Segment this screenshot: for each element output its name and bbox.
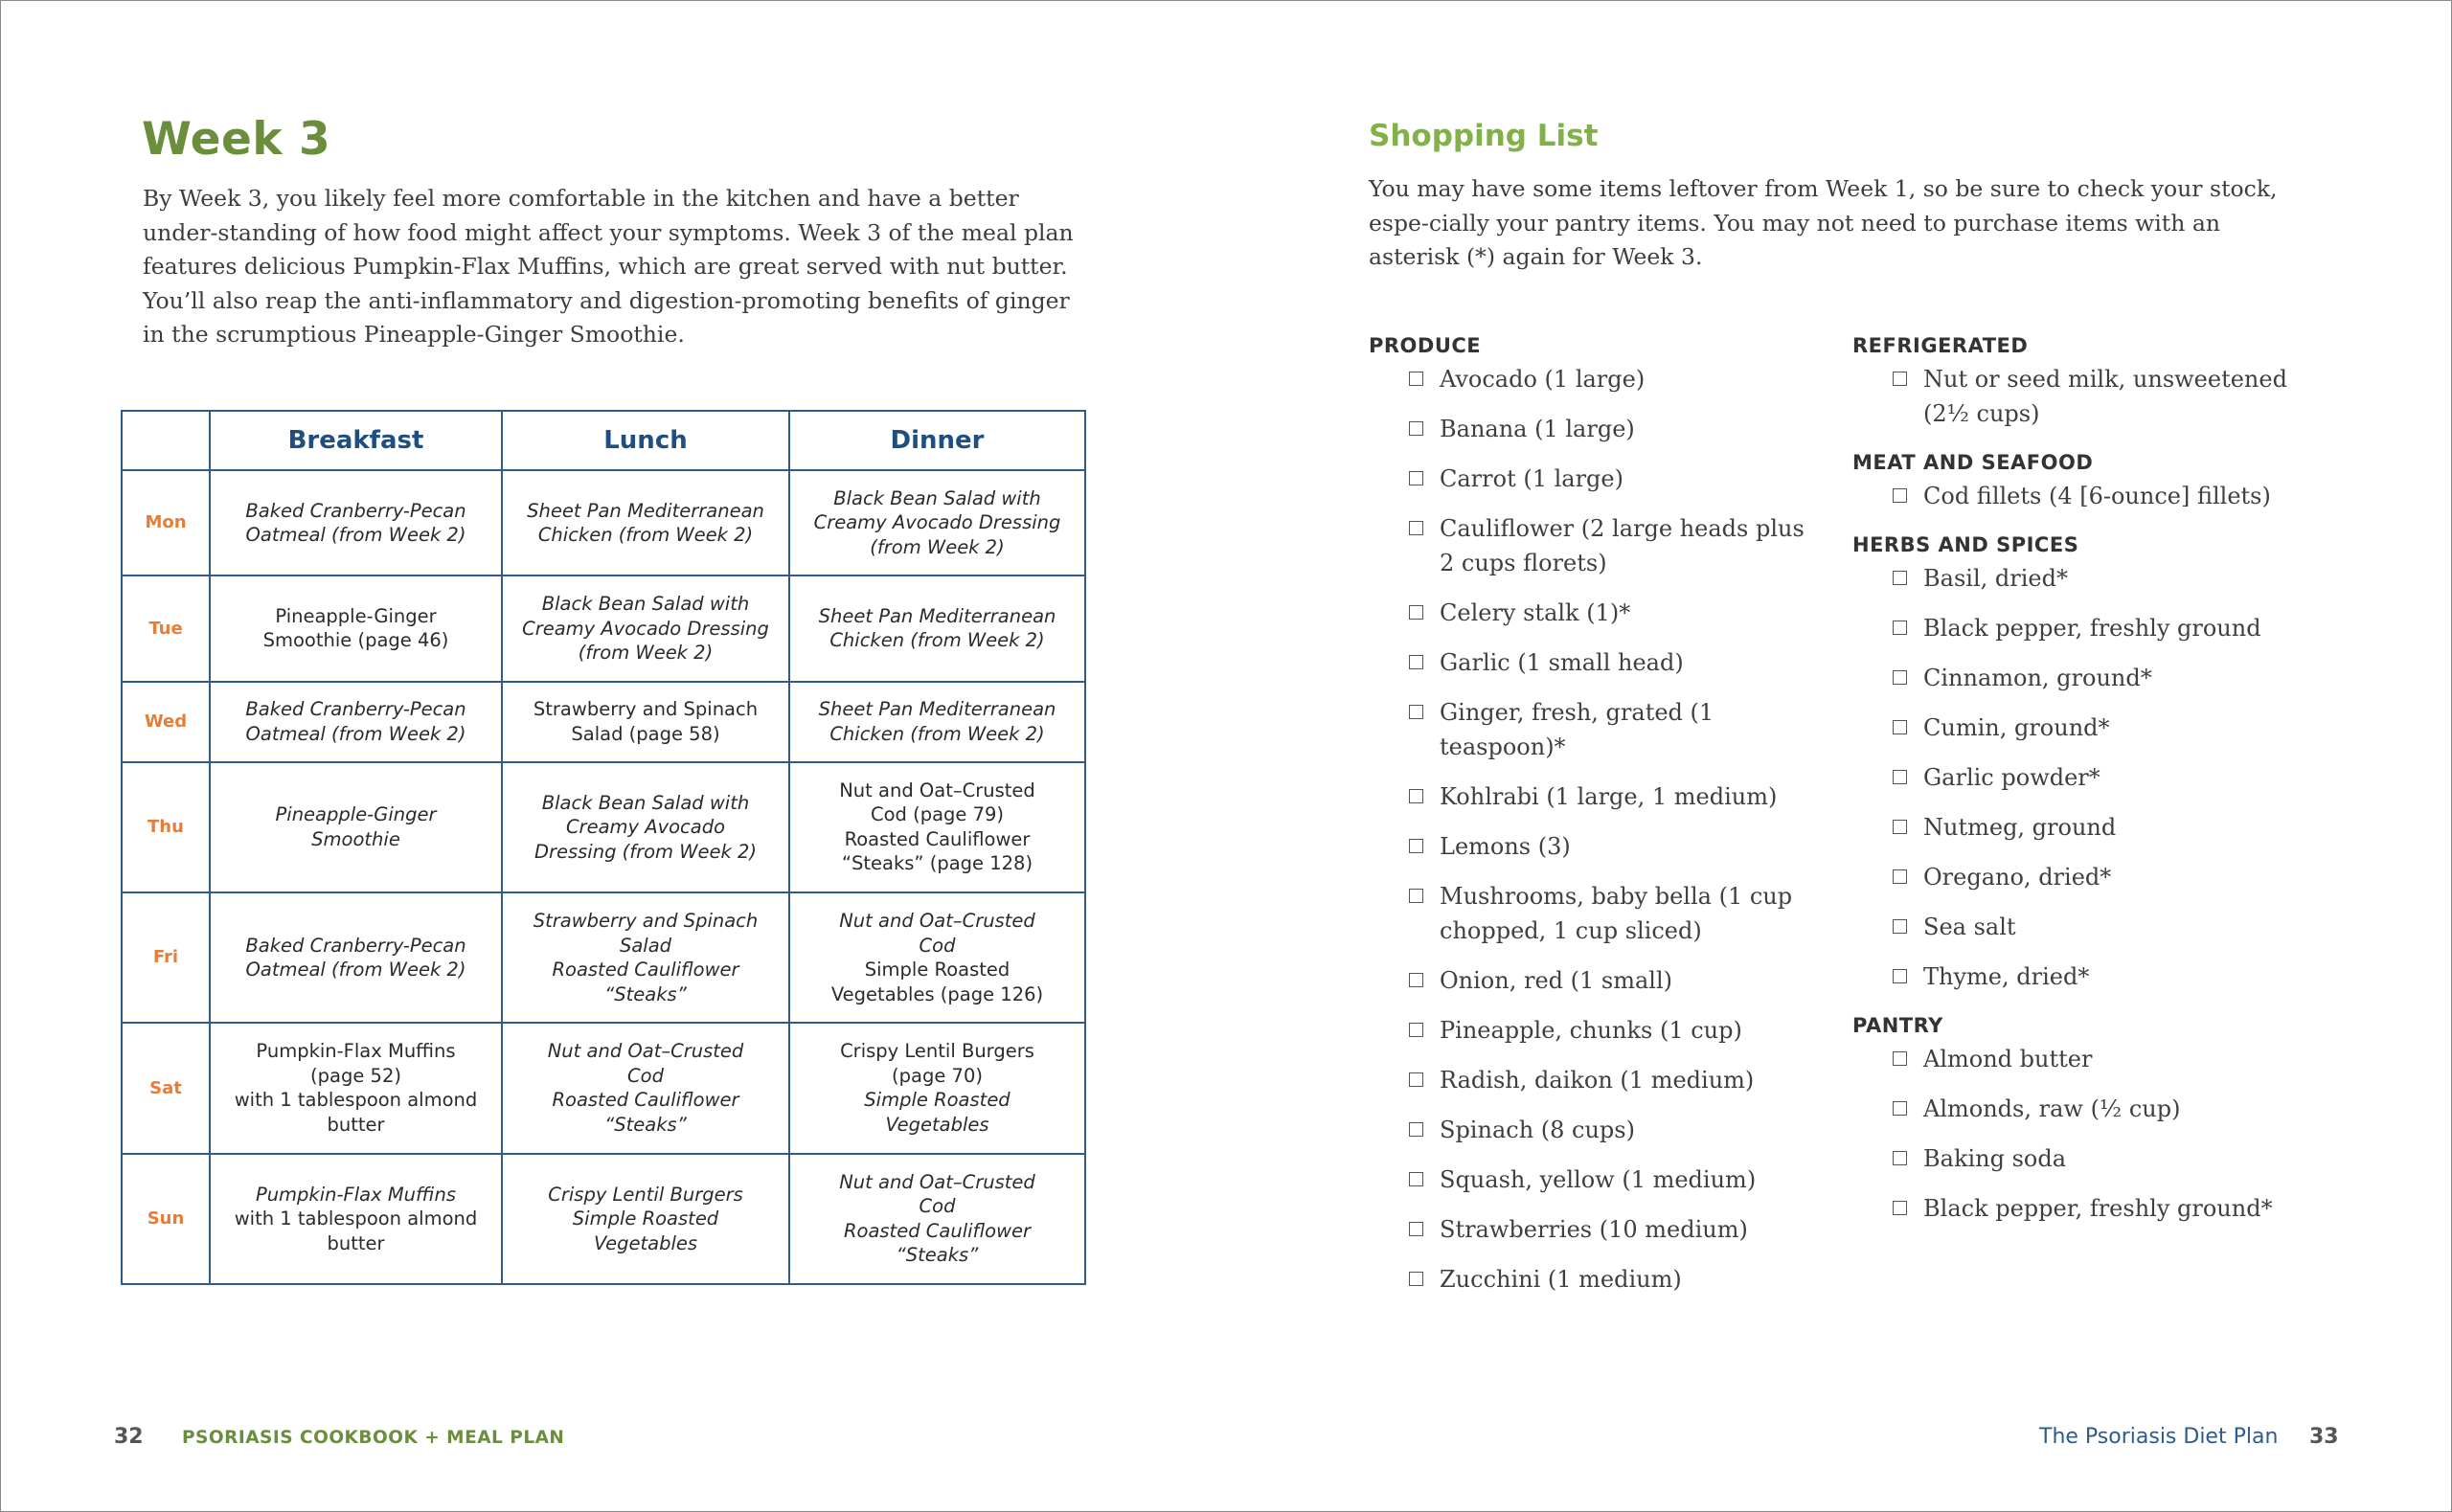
left-page-number: 32 xyxy=(114,1425,144,1449)
dinner-line: Creamy Avocado Dressing xyxy=(813,511,1061,534)
left-running-head: PSORIASIS COOKBOOK + MEAL PLAN xyxy=(182,1428,565,1448)
week-intro: By Week 3, you likely feel more comfortable in the kitchen and have a better under-standing of how food might affect your symptoms. Week 3 of the meal plan features delicious Pumpkin-Flax Muffins, which are great served with nut butter. You’ll also reap the anti-inflammatory and digestion-promoting benefits of ginger in the scrumptious Pineapple-Ginger Smoothie. xyxy=(143,185,1074,348)
shopping-item xyxy=(1369,1162,1819,1197)
header-breakfast: Breakfast xyxy=(210,411,502,470)
shopping-item xyxy=(1369,412,1819,446)
dinner-cell xyxy=(789,575,1085,681)
dinner-line: Simple Roasted xyxy=(864,959,1010,982)
meal-row-fri xyxy=(122,892,1085,1023)
shopping-item-label: Celery stalk (1)* xyxy=(1440,599,1631,626)
dinner-line: Sheet Pan Mediterranean xyxy=(818,604,1056,627)
category-heading: HERBS AND SPICES xyxy=(1852,533,2079,556)
checkbox-icon[interactable] xyxy=(1893,969,1907,983)
breakfast-cell xyxy=(210,1154,502,1284)
header-lunch: Lunch xyxy=(502,411,789,470)
day-label: Wed xyxy=(122,682,210,762)
shopping-item xyxy=(1852,561,2312,596)
lunch-line: Dressing (from Week 2) xyxy=(534,840,758,863)
shopping-item xyxy=(1852,1042,2312,1076)
shopping-item xyxy=(1369,1262,1819,1297)
dinner-line: Nut and Oat–Crusted xyxy=(839,1170,1035,1193)
lunch-line: Salad xyxy=(619,934,672,957)
checkbox-icon[interactable] xyxy=(1409,605,1423,620)
dinner-line: Cod xyxy=(919,934,956,957)
header-dinner: Dinner xyxy=(789,411,1085,470)
breakfast-cell xyxy=(210,470,502,575)
shopping-item xyxy=(1852,661,2312,695)
checkbox-icon[interactable] xyxy=(1893,1101,1907,1116)
breakfast-line: Baked Cranberry-Pecan xyxy=(245,499,466,522)
shopping-item xyxy=(1369,779,1819,814)
shopping-column-left xyxy=(1369,329,1819,1312)
lunch-cell xyxy=(502,1154,789,1284)
checkbox-icon[interactable] xyxy=(1409,655,1423,669)
shopping-item-label: Radish, daikon (1 medium) xyxy=(1440,1067,1755,1094)
breakfast-cell xyxy=(210,762,502,892)
breakfast-line: Oatmeal (from Week 2) xyxy=(245,722,466,745)
breakfast-line: Pumpkin-Flax Muffins xyxy=(256,1040,456,1063)
shopping-item-label: Strawberries (10 medium) xyxy=(1440,1216,1748,1243)
dinner-line: Nut and Oat–Crusted xyxy=(839,910,1035,933)
breakfast-cell xyxy=(210,682,502,762)
breakfast-line: with 1 tablespoon almond xyxy=(234,1207,478,1230)
breakfast-line: Pineapple-Ginger xyxy=(275,803,437,826)
shopping-item xyxy=(1852,1092,2312,1126)
shopping-item xyxy=(1852,860,2312,894)
shopping-item xyxy=(1369,695,1819,764)
shopping-item xyxy=(1852,479,2312,513)
checkbox-icon[interactable] xyxy=(1409,1272,1423,1286)
breakfast-line: Baked Cranberry-Pecan xyxy=(245,934,466,957)
shopping-item-label: Mushrooms, baby bella (1 cup chopped, 1 cup sliced) xyxy=(1440,883,1793,944)
checkbox-icon[interactable] xyxy=(1409,789,1423,803)
lunch-line: (from Week 2) xyxy=(578,642,714,665)
dinner-cell xyxy=(789,470,1085,575)
checkbox-icon[interactable] xyxy=(1893,1051,1907,1066)
lunch-cell xyxy=(502,682,789,762)
shopping-item xyxy=(1369,1113,1819,1147)
shopping-item-label: Garlic (1 small head) xyxy=(1440,649,1684,676)
right-page-number: 33 xyxy=(2309,1425,2339,1449)
shopping-item-label: Baking soda xyxy=(1923,1145,2067,1172)
breakfast-line: Smoothie (page 46) xyxy=(262,629,449,652)
dinner-line: Vegetables xyxy=(885,1113,989,1136)
lunch-line: Black Bean Salad with xyxy=(541,593,750,616)
shopping-item xyxy=(1852,711,2312,745)
header-corner-cell xyxy=(122,411,210,470)
lunch-cell xyxy=(502,470,789,575)
shopping-item xyxy=(1369,596,1819,630)
dinner-cell xyxy=(789,762,1085,892)
shopping-item xyxy=(1852,362,2312,431)
dinner-line: Chicken (from Week 2) xyxy=(829,722,1045,745)
right-running-head: The Psoriasis Diet Plan xyxy=(2039,1425,2279,1449)
day-label: Tue xyxy=(122,575,210,681)
checkbox-icon[interactable] xyxy=(1893,571,1907,585)
dinner-cell xyxy=(789,892,1085,1023)
shopping-list-intro: You may have some items leftover from Week 1, so be sure to check your stock, espe-cially your pantry items. You may not need to purchase items with an asterisk (*) again for Week 3. xyxy=(1369,175,2278,270)
dinner-line: Chicken (from Week 2) xyxy=(829,629,1045,652)
shopping-item-label: Squash, yellow (1 medium) xyxy=(1440,1166,1757,1193)
breakfast-line: butter xyxy=(327,1231,385,1254)
shopping-item xyxy=(1369,1063,1819,1097)
checkbox-icon[interactable] xyxy=(1893,869,1907,884)
meal-row-mon xyxy=(122,470,1085,575)
checkbox-icon[interactable] xyxy=(1893,621,1907,635)
lunch-line: Creamy Avocado Dressing xyxy=(522,617,769,640)
shopping-item-label: Spinach (8 cups) xyxy=(1440,1117,1635,1143)
shopping-item xyxy=(1369,1013,1819,1048)
lunch-line: Crispy Lentil Burgers xyxy=(548,1183,743,1206)
dinner-line: Cod xyxy=(919,1195,956,1218)
breakfast-line: Baked Cranberry-Pecan xyxy=(245,698,466,721)
shopping-item-label: Cinnamon, ground* xyxy=(1923,665,2152,691)
shopping-item-label: Carrot (1 large) xyxy=(1440,465,1623,492)
checkbox-icon[interactable] xyxy=(1409,839,1423,853)
breakfast-line: Pineapple-Ginger xyxy=(275,604,437,627)
shopping-item-label: Cod fillets (4 [6-ounce] fillets) xyxy=(1923,483,2271,509)
day-label: Sun xyxy=(122,1154,210,1284)
breakfast-cell xyxy=(210,575,502,681)
shopping-item-label: Almonds, raw (½ cup) xyxy=(1923,1095,2181,1122)
lunch-cell xyxy=(502,1023,789,1153)
week-title: Week 3 xyxy=(142,113,331,166)
category-heading: MEAT AND SEAFOOD xyxy=(1852,451,2094,474)
checkbox-icon[interactable] xyxy=(1409,1222,1423,1236)
breakfast-cell xyxy=(210,1023,502,1153)
shopping-item xyxy=(1852,760,2312,795)
dinner-line: “Steaks” xyxy=(896,1244,979,1267)
shopping-item xyxy=(1369,829,1819,864)
shopping-item xyxy=(1852,959,2312,994)
day-label: Fri xyxy=(122,892,210,1023)
shopping-item xyxy=(1852,810,2312,845)
shopping-item xyxy=(1852,611,2312,645)
lunch-cell xyxy=(502,762,789,892)
lunch-line: “Steaks” xyxy=(604,1113,687,1136)
checkbox-icon[interactable] xyxy=(1409,889,1423,903)
dinner-line: “Steaks” (page 128) xyxy=(841,852,1033,875)
breakfast-line: Smoothie xyxy=(311,827,400,850)
lunch-line: Simple Roasted xyxy=(572,1207,719,1230)
breakfast-line: Oatmeal (from Week 2) xyxy=(245,524,466,547)
shopping-item-label: Cauliflower (2 large heads plus 2 cups florets) xyxy=(1440,515,1805,576)
breakfast-line: Pumpkin-Flax Muffins xyxy=(255,1183,457,1206)
lunch-line: Cod xyxy=(627,1064,664,1087)
dinner-line: Sheet Pan Mediterranean xyxy=(818,698,1056,721)
checkbox-icon[interactable] xyxy=(1893,670,1907,685)
shopping-column-right xyxy=(1852,329,2312,1241)
breakfast-line: (page 52) xyxy=(310,1064,401,1087)
checkbox-icon[interactable] xyxy=(1893,372,1907,386)
lunch-cell xyxy=(502,575,789,681)
shopping-item-label: Pineapple, chunks (1 cup) xyxy=(1440,1017,1742,1044)
shopping-item-label: Onion, red (1 small) xyxy=(1440,967,1672,994)
dinner-line: Vegetables (page 126) xyxy=(830,982,1044,1005)
category-heading: REFRIGERATED xyxy=(1852,334,2029,357)
checkbox-icon[interactable] xyxy=(1409,521,1423,535)
shopping-item-label: Avocado (1 large) xyxy=(1440,366,1646,393)
checkbox-icon[interactable] xyxy=(1893,1201,1907,1215)
meal-plan-table xyxy=(121,410,1086,1285)
checkbox-icon[interactable] xyxy=(1409,1122,1423,1137)
dinner-cell xyxy=(789,1023,1085,1153)
dinner-line: Roasted Cauliflower xyxy=(843,1219,1032,1242)
shopping-item xyxy=(1369,963,1819,998)
shopping-item-label: Cumin, ground* xyxy=(1923,714,2110,741)
category-heading: PRODUCE xyxy=(1369,334,1482,357)
day-label: Mon xyxy=(122,470,210,575)
checkbox-icon[interactable] xyxy=(1893,820,1907,834)
shopping-item-label: Garlic powder* xyxy=(1923,764,2100,791)
meal-row-tue xyxy=(122,575,1085,681)
lunch-line: Chicken (from Week 2) xyxy=(537,524,754,547)
lunch-line: Creamy Avocado xyxy=(565,816,726,839)
checkbox-icon[interactable] xyxy=(1409,1023,1423,1037)
category-heading: PANTRY xyxy=(1852,1014,1943,1037)
shopping-item xyxy=(1369,362,1819,396)
shopping-item-label: Black pepper, freshly ground xyxy=(1923,615,2261,642)
lunch-line: Roasted Cauliflower xyxy=(552,959,739,982)
dinner-line: Roasted Cauliflower xyxy=(844,827,1031,850)
lunch-line: Roasted Cauliflower xyxy=(552,1089,739,1112)
dinner-line: Simple Roasted xyxy=(864,1089,1010,1112)
lunch-line: Sheet Pan Mediterranean xyxy=(527,499,764,522)
shopping-item-label: Lemons (3) xyxy=(1440,833,1571,860)
shopping-item-label: Ginger, fresh, grated (1 teaspoon)* xyxy=(1440,699,1714,760)
lunch-line: “Steaks” xyxy=(604,982,687,1005)
shopping-item-label: Oregano, dried* xyxy=(1923,864,2112,891)
shopping-item-label: Kohlrabi (1 large, 1 medium) xyxy=(1440,783,1778,810)
shopping-item xyxy=(1852,1141,2312,1176)
checkbox-icon[interactable] xyxy=(1893,488,1907,503)
dinner-cell xyxy=(789,1154,1085,1284)
breakfast-line: with 1 tablespoon almond xyxy=(234,1089,478,1112)
checkbox-icon[interactable] xyxy=(1409,705,1423,719)
day-label: Sat xyxy=(122,1023,210,1153)
lunch-line: Vegetables xyxy=(593,1231,698,1254)
shopping-item-label: Nut or seed milk, unsweetened (2½ cups) xyxy=(1923,366,2287,427)
shopping-item xyxy=(1369,879,1819,948)
shopping-item xyxy=(1852,1191,2312,1226)
day-label: Thu xyxy=(122,762,210,892)
shopping-item-label: Zucchini (1 medium) xyxy=(1440,1266,1682,1293)
meal-row-sun xyxy=(122,1154,1085,1284)
dinner-line: Crispy Lentil Burgers xyxy=(840,1040,1034,1063)
meal-row-sat xyxy=(122,1023,1085,1153)
shopping-item xyxy=(1369,462,1819,496)
meal-row-thu xyxy=(122,762,1085,892)
shopping-item xyxy=(1369,645,1819,680)
breakfast-line: butter xyxy=(327,1113,385,1136)
checkbox-icon[interactable] xyxy=(1893,1151,1907,1165)
shopping-item-label: Almond butter xyxy=(1923,1046,2093,1072)
dinner-line: (from Week 2) xyxy=(870,535,1005,558)
dinner-line: (page 70) xyxy=(892,1064,983,1087)
checkbox-icon[interactable] xyxy=(1409,973,1423,987)
shopping-item-label: Black pepper, freshly ground* xyxy=(1923,1195,2273,1222)
shopping-item xyxy=(1369,511,1819,580)
checkbox-icon[interactable] xyxy=(1409,1172,1423,1186)
shopping-item-label: Nutmeg, ground xyxy=(1923,814,2117,841)
meal-row-wed xyxy=(122,682,1085,762)
lunch-line: Strawberry and Spinach xyxy=(533,910,759,933)
checkbox-icon[interactable] xyxy=(1409,1072,1423,1087)
shopping-item-label: Thyme, dried* xyxy=(1923,963,2090,990)
lunch-line: Black Bean Salad with xyxy=(541,791,750,814)
breakfast-line: Oatmeal (from Week 2) xyxy=(245,959,466,982)
dinner-cell xyxy=(789,682,1085,762)
breakfast-cell xyxy=(210,892,502,1023)
dinner-line: Nut and Oat–Crusted xyxy=(839,779,1035,801)
checkbox-icon[interactable] xyxy=(1893,720,1907,734)
checkbox-icon[interactable] xyxy=(1409,372,1423,386)
shopping-item xyxy=(1852,910,2312,944)
checkbox-icon[interactable] xyxy=(1893,770,1907,784)
shopping-item-label: Basil, dried* xyxy=(1923,565,2068,592)
lunch-line: Nut and Oat–Crusted xyxy=(547,1040,744,1063)
shopping-item xyxy=(1369,1212,1819,1247)
lunch-line: Salad (page 58) xyxy=(571,722,720,745)
meal-table-header-row xyxy=(122,411,1085,470)
shopping-item-label: Sea salt xyxy=(1923,914,2016,940)
lunch-line: Strawberry and Spinach xyxy=(533,698,759,721)
checkbox-icon[interactable] xyxy=(1409,421,1423,436)
dinner-line: Cod (page 79) xyxy=(870,803,1005,826)
shopping-list-title: Shopping List xyxy=(1369,119,1599,153)
shopping-item-label: Banana (1 large) xyxy=(1440,416,1635,442)
checkbox-icon[interactable] xyxy=(1893,919,1907,934)
dinner-line: Black Bean Salad with xyxy=(833,486,1041,509)
lunch-cell xyxy=(502,892,789,1023)
checkbox-icon[interactable] xyxy=(1409,471,1423,485)
